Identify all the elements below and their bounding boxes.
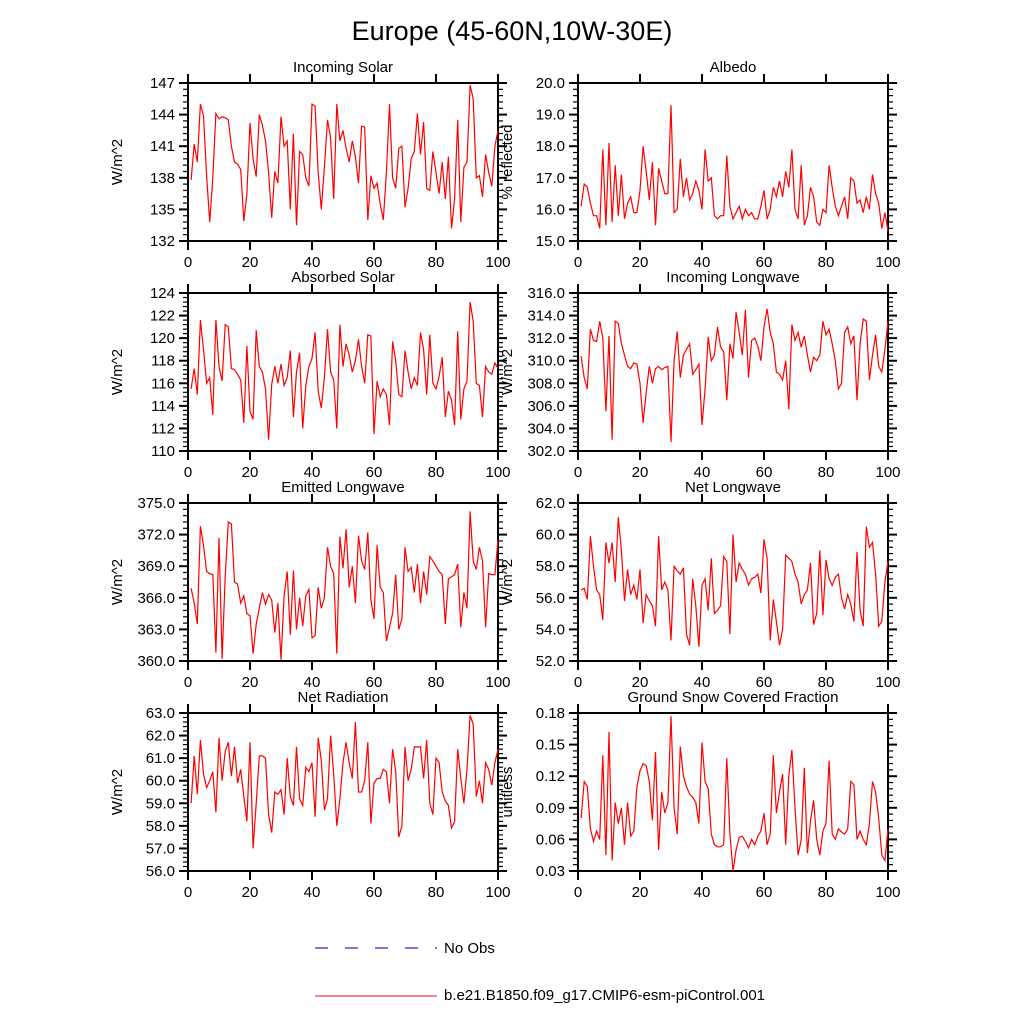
chart-albedo [486,58,900,270]
chart-svg [486,268,900,480]
chart-svg [486,688,900,900]
x-tick-label: 80 [817,254,835,270]
chart-net-longwave [486,478,900,690]
x-tick-label: 20 [631,464,649,480]
plot-frame [578,293,888,451]
series-line [191,511,498,660]
y-tick-label: 60.0 [535,526,565,544]
x-tick-label: 20 [631,674,649,690]
y-tick-label: 135 [149,201,175,219]
x-tick-label: 100 [485,884,510,900]
x-tick-label: 80 [427,674,445,690]
x-tick-label: 100 [485,464,510,480]
x-tick-label: 40 [693,884,711,900]
x-tick-label: 100 [875,674,900,690]
y-tick-label: 147 [149,75,175,92]
no-obs-legend-line [315,947,437,949]
x-tick-label: 0 [573,464,583,480]
x-tick-label: 60 [365,254,383,270]
y-tick-label: 306.0 [527,397,565,415]
chart-title: Ground Snow Covered Fraction [627,689,839,706]
y-tick-label: 372.0 [137,526,175,544]
x-tick-label: 80 [817,884,835,900]
y-tick-label: 59.0 [145,795,175,813]
y-tick-label: 302.0 [527,443,565,460]
x-tick-label: 80 [817,464,835,480]
y-tick-label: 138 [149,169,175,187]
x-tick-label: 60 [365,464,383,480]
x-tick-label: 80 [817,674,835,690]
x-tick-label: 40 [303,884,321,900]
x-tick-label: 60 [755,254,773,270]
model-legend-label: b.e21.B1850.f09_g17.CMIP6-esm-piControl.001 [444,987,766,1004]
chart-title: Incoming Longwave [666,269,800,286]
y-tick-label: 20.0 [535,75,565,92]
y-axis-label: unitless [499,766,516,818]
y-tick-label: 18.0 [535,138,565,156]
plot-frame [578,713,888,871]
x-tick-label: 60 [755,884,773,900]
y-tick-label: 0.09 [535,799,565,817]
chart-incoming-longwave [486,268,900,480]
x-tick-label: 80 [427,464,445,480]
y-tick-label: 366.0 [137,589,175,607]
x-tick-label: 100 [485,674,510,690]
series-line [581,309,888,442]
chart-title: Albedo [709,59,757,76]
chart-net-radiation [96,688,510,900]
chart-svg [96,478,510,690]
x-tick-label: 40 [693,254,711,270]
y-tick-label: 369.0 [137,558,175,576]
x-tick-label: 0 [573,674,583,690]
y-tick-label: 0.15 [535,736,565,754]
y-tick-label: 0.12 [535,768,565,786]
y-tick-label: 116 [151,375,175,393]
y-tick-label: 124 [149,285,175,302]
y-tick-label: 56.0 [535,589,565,607]
chart-svg [96,688,510,900]
chart-svg [96,58,510,270]
y-tick-label: 114 [151,397,175,415]
model-legend-line [315,995,437,997]
y-tick-label: 61.0 [145,750,175,768]
chart-absorbed-solar [96,268,510,480]
series-line [191,715,498,848]
y-axis-label: W/m^2 [109,348,126,396]
y-tick-label: 363.0 [137,621,175,639]
x-tick-label: 40 [303,674,321,690]
plot-frame [188,713,498,871]
plot-frame [578,503,888,661]
x-tick-label: 40 [303,254,321,270]
x-tick-label: 40 [693,674,711,690]
y-tick-label: 316.0 [527,285,565,302]
x-tick-label: 80 [427,884,445,900]
chart-ground-snow-covered-fraction [486,688,900,900]
y-tick-label: 58.0 [535,558,565,576]
y-tick-label: 52.0 [535,653,565,670]
y-tick-label: 304.0 [527,420,565,438]
y-tick-label: 141 [149,138,175,156]
y-axis-label: W/m^2 [109,558,126,606]
series-line [581,105,888,231]
y-tick-label: 56.0 [145,863,175,880]
y-tick-label: 0.06 [535,831,565,849]
y-tick-label: 112 [151,420,175,438]
y-tick-label: 58.0 [145,817,175,835]
x-tick-label: 100 [875,464,900,480]
x-tick-label: 20 [241,884,259,900]
y-tick-label: 118 [151,352,175,370]
x-tick-label: 40 [303,464,321,480]
y-tick-label: 19.0 [535,106,565,124]
y-tick-label: 57.0 [145,840,175,858]
x-tick-label: 60 [755,464,773,480]
chart-title: Net Radiation [297,689,389,706]
y-axis-label: % reflected [499,124,516,200]
y-tick-label: 63.0 [145,705,175,722]
chart-svg [486,58,900,270]
x-tick-label: 100 [875,254,900,270]
x-tick-label: 100 [485,254,510,270]
chart-svg [96,268,510,480]
y-tick-label: 62.0 [535,495,565,512]
x-tick-label: 60 [365,674,383,690]
y-tick-label: 144 [149,106,175,124]
chart-title: Incoming Solar [292,59,394,76]
x-tick-label: 20 [241,464,259,480]
chart-svg [486,478,900,690]
x-tick-label: 100 [875,884,900,900]
y-axis-label: W/m^2 [499,348,516,396]
y-axis-label: W/m^2 [499,558,516,606]
y-tick-label: 308.0 [527,375,565,393]
series-line [581,517,888,647]
x-tick-label: 80 [427,254,445,270]
chart-emitted-longwave [96,478,510,690]
y-tick-label: 360.0 [137,653,175,670]
chart-title: Emitted Longwave [281,479,405,496]
y-tick-label: 312.0 [527,330,565,348]
x-tick-label: 0 [183,464,193,480]
x-tick-label: 20 [241,254,259,270]
y-tick-label: 62.0 [145,727,175,745]
x-tick-label: 20 [241,674,259,690]
y-tick-label: 15.0 [535,233,565,250]
x-tick-label: 20 [631,254,649,270]
x-tick-label: 60 [755,674,773,690]
chart-incoming-solar [96,58,510,270]
y-axis-label: W/m^2 [109,138,126,186]
y-tick-label: 310.0 [527,352,565,370]
no-obs-legend-label: No Obs [444,940,495,957]
x-tick-label: 0 [183,884,193,900]
y-tick-label: 120 [149,330,175,348]
plot-frame [188,293,498,451]
y-tick-label: 314.0 [527,307,565,325]
y-axis-label: W/m^2 [109,768,126,816]
chart-title: Net Longwave [685,479,781,496]
series-line [191,85,498,228]
x-tick-label: 0 [183,254,193,270]
y-tick-label: 0.18 [535,705,565,722]
y-tick-label: 375.0 [137,495,175,512]
y-tick-label: 17.0 [535,169,565,187]
y-tick-label: 54.0 [535,621,565,639]
x-tick-label: 20 [631,884,649,900]
y-tick-label: 132 [149,233,175,250]
series-line [581,716,888,871]
x-tick-label: 0 [573,884,583,900]
y-tick-label: 16.0 [535,201,565,219]
y-tick-label: 110 [151,443,175,460]
x-tick-label: 40 [693,464,711,480]
y-tick-label: 122 [149,307,175,325]
y-tick-label: 0.03 [535,863,565,880]
x-tick-label: 0 [573,254,583,270]
x-tick-label: 60 [365,884,383,900]
y-tick-label: 60.0 [145,772,175,790]
x-tick-label: 0 [183,674,193,690]
series-line [191,302,498,440]
page-title: Europe (45-60N,10W-30E) [351,16,673,46]
chart-title: Absorbed Solar [291,269,395,286]
